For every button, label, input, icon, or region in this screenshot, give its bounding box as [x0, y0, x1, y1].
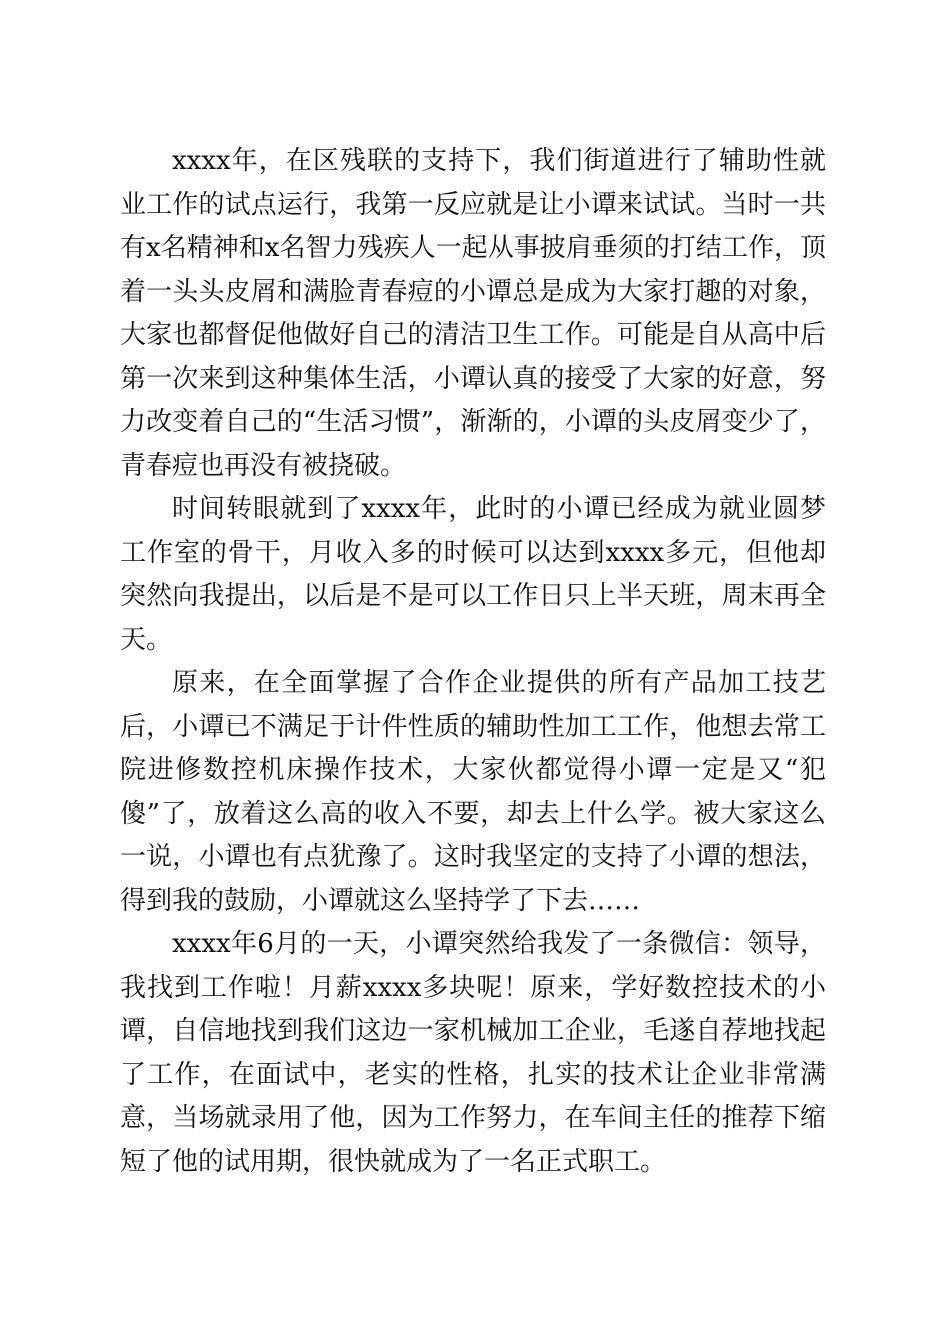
paragraph-4: xxxx年6月的一天，小谭突然给我发了一条微信：领导，我找到工作啦！月薪xxxx多块呢！原来，学好数控技术的小谭，自信地找到我们这边一家机械加工企业，毛遂自荐地找起了工作，在面试中，老实的性格，扎实的技术让企业非常满意，当场就录用了他，因为工作努力，在车间主任的推荐下缩短了他的试用期，很快就成为了一名正式职工。: [120, 929, 826, 1177]
paragraph-3: 原来，在全面掌握了合作企业提供的所有产品加工技艺后，小谭已不满足于计件性质的辅助性加工工作，他想去常工院进修数控机床操作技术，大家伙都觉得小谭一定是又“犯傻”了，放着这么高的收入不要，却去上什么学。被大家这么一说，小谭也有点犹豫了。这时我坚定的支持了小谭的想法，得到我的鼓励，小谭就这么坚持学了下去……: [120, 668, 826, 916]
paragraph-2: 时间转眼就到了xxxx年，此时的小谭已经成为就业圆梦工作室的骨干，月收入多的时候可以达到xxxx多元，但他却突然向我提出，以后是不是可以工作日只上半天班，周末再全天。: [120, 494, 826, 655]
document-body: [120, 140, 826, 1184]
paragraph-1: xxxx年，在区残联的支持下，我们街道进行了辅助性就业工作的试点运行，我第一反应就是让小谭来试试。当时一共有x名精神和x名智力残疾人一起从事披肩垂须的打结工作，顶着一头头皮屑和满脸青春痘的小谭总是成为大家打趣的对象，大家也都督促他做好自己的清洁卫生工作。可能是自从高中后第一次来到这种集体生活，小谭认真的接受了大家的好意，努力改变着自己的“生活习惯”，渐渐的，小谭的头皮屑变少了，青春痘也再没有被挠破。: [120, 146, 826, 481]
